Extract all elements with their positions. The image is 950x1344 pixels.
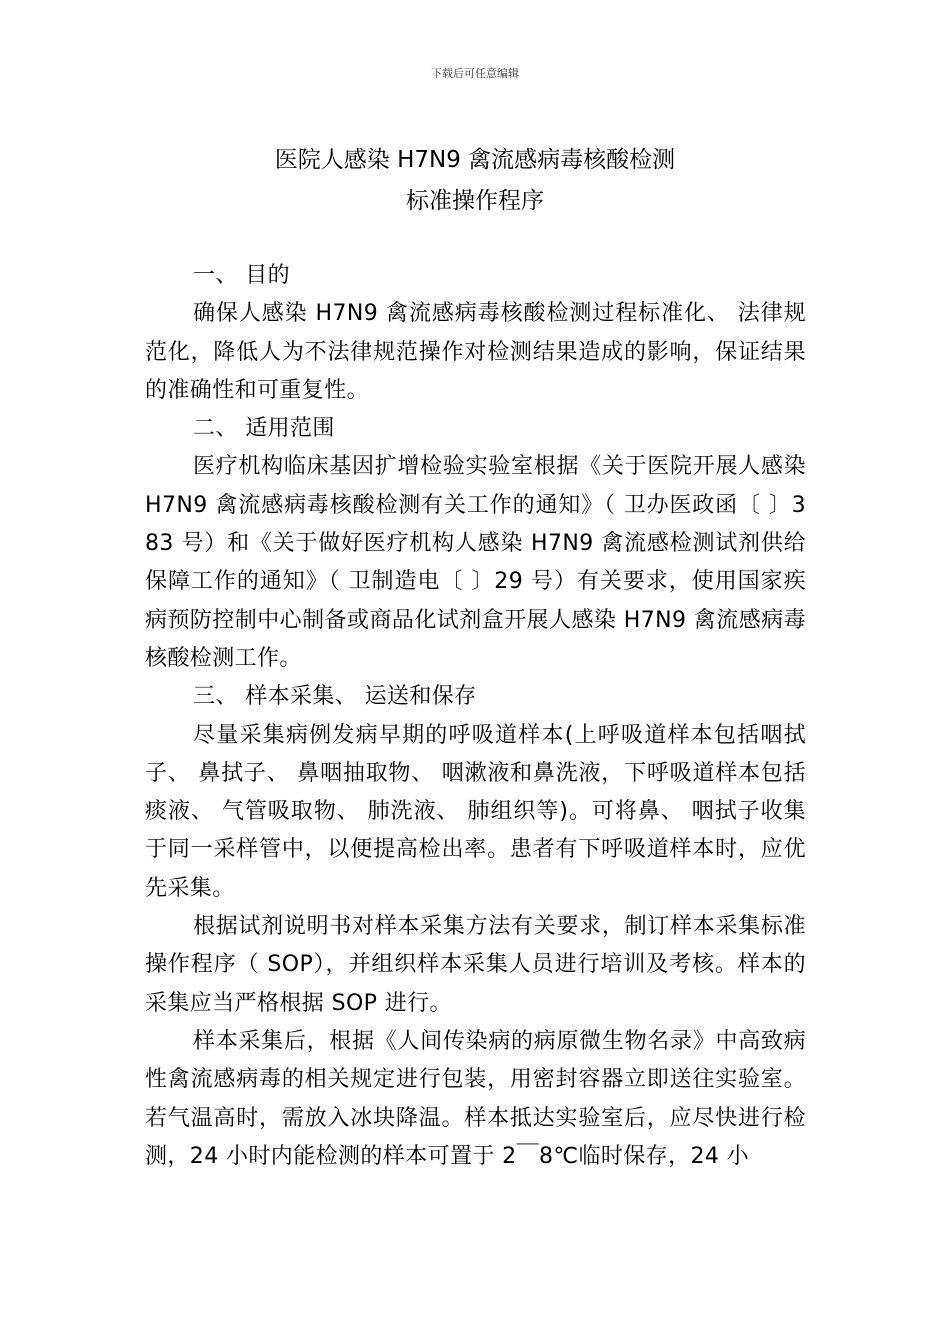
section-heading-sampling: 三、 样本采集、 运送和保存 <box>193 684 477 710</box>
paragraph-sampling-3: 样本采集后，根据《人间传染病的病原微生物名录》中高致病性禽流感病毒的相关规定进行包装，用密封容器立即送往实验室。若气温高时，需放入冰块降温。样本抵达实验室后，应尽快进行检测，24 小时内能检测的样本可置于 2￣8℃临时保存，24 小 <box>145 1028 806 1169</box>
paragraph-sampling-1: 尽量采集病例发病早期的呼吸道样本(上呼吸道样本包括咽拭子、 鼻拭子、 鼻咽抽取物、 咽漱液和鼻洗液，下呼吸道样本包括痰液、 气管吸取物、 肺洗液、 肺组织等)。可将鼻、 咽拭子收集于同一采样管中，以便提高检出率。患者有下呼吸道样本时，应优先采集。 <box>145 722 806 901</box>
header-note: 下载后可任意编辑 <box>431 67 519 80</box>
section-heading-purpose: 一、 目的 <box>193 263 290 288</box>
paragraph-sampling-2: 根据试剂说明书对样本采集方法有关要求，制订样本采集标准操作程序（ SOP），并组织样本采集人员进行培训及考核。样本的采集应当严格根据 SOP 进行。 <box>145 914 806 1016</box>
paragraph-scope: 医疗机构临床基因扩增检验实验室根据《关于医院开展人感染 H7N9 禽流感病毒核酸检测有关工作的通知》（ 卫办医政函〔 〕383 号）和《关于做好医疗机构人感染 H7N9 禽流感检测试剂供给保障工作的通知》（ 卫制造电〔 〕29 号）有关要求，使用国家疾病预防控制中心制备或商品化试剂盒开展人感染 H7N9 禽流感病毒核酸检测工作。 <box>145 454 806 671</box>
paragraph-purpose: 确保人感染 H7N9 禽流感病毒核酸检测过程标准化、 法律规范化，降低人为不法律规范操作对检测结果造成的影响，保证结果的准确性和可重复性。 <box>145 301 806 403</box>
section-heading-scope: 二、 适用范围 <box>193 416 335 442</box>
document-body <box>145 257 806 1176</box>
document-title-line-2: 标准操作程序 <box>406 188 544 214</box>
document-title-line-1: 医院人感染 H7N9 禽流感病毒核酸检测 <box>274 147 676 173</box>
